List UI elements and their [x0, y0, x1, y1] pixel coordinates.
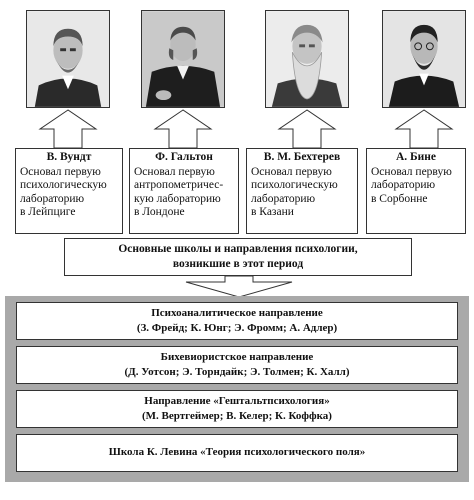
direction-title: Школа К. Левина «Теория психологического поля» [108, 446, 366, 458]
direction-box-behaviorist [16, 346, 458, 384]
scientist-description: Основал первую лабораторию в Сорбонне [371, 165, 452, 205]
scientist-box-binet [366, 148, 466, 234]
scientist-description: Основал первую антропометричес- кую лабораторию в Лондоне [134, 165, 224, 218]
direction-box-lewin [16, 434, 458, 472]
direction-people: (З. Фрейд; К. Юнг; Э. Фромм; А. Адлер) [136, 322, 338, 334]
direction-title: Направление «Гештальтпсихология» [144, 395, 330, 407]
direction-people: (Д. Уотсон; Э. Торндайк; Э. Толмен; К. Халл) [124, 366, 350, 378]
arrow-up-binet [396, 110, 452, 148]
arrow-up-bekhterev [279, 110, 335, 148]
scientist-description: Основал первую психологическую лабораторию в Лейпциге [20, 165, 107, 218]
direction-box-gestalt [16, 390, 458, 428]
direction-people: (М. Вертгеймер; В. Келер; К. Коффка) [142, 410, 332, 422]
direction-title: Психоаналитическое направление [151, 307, 323, 319]
scientist-description: Основал первую психологическую лабораторию в Казани [251, 165, 338, 218]
scientist-name: В. М. Бехтерев [263, 151, 341, 163]
scientist-box-wundt [15, 148, 123, 234]
direction-title: Бихевиористское направление [160, 351, 314, 363]
arrow-up-galton [155, 110, 211, 148]
scientist-box-bekhterev [246, 148, 358, 234]
central-schools-box [64, 238, 412, 276]
scientist-name: А. Бине [395, 151, 436, 163]
scientist-name: В. Вундт [46, 151, 92, 163]
scientist-name: Ф. Гальтон [155, 151, 213, 163]
direction-box-psychoanalytic [16, 302, 458, 340]
arrow-up-wundt [40, 110, 96, 148]
central-line-2: возникшие в этот период [172, 258, 304, 270]
scientist-box-galton [129, 148, 239, 234]
arrow-down-central [186, 276, 292, 297]
central-line-1: Основные школы и направления психологии, [118, 243, 358, 255]
